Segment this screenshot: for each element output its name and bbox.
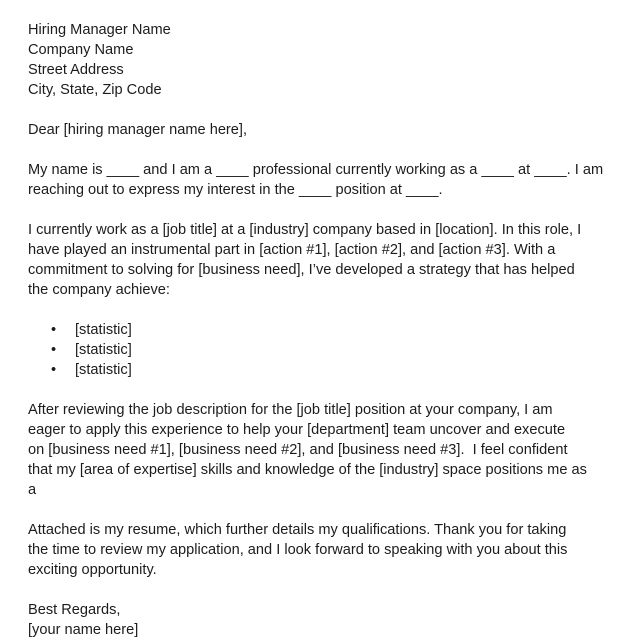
spacer — [28, 380, 613, 400]
signature-text: [your name here] — [28, 622, 139, 638]
spacer — [28, 200, 613, 220]
bullet-icon: • — [51, 362, 57, 378]
spacer — [28, 580, 613, 600]
statistic-text: [statistic] — [75, 362, 132, 378]
statistic-text: [statistic] — [75, 342, 132, 358]
experience-line-4: the company achieve: — [28, 282, 170, 298]
experience-line-2: have played an instrumental part in [action #1], [action #2], and [action #3]. With a — [28, 242, 556, 258]
address-line-hiring-manager: Hiring Manager Name — [28, 22, 171, 38]
list-item — [28, 320, 613, 340]
cover-letter — [28, 20, 613, 620]
salutation-text: Dear [hiring manager name here], — [28, 122, 248, 138]
recipient-address — [28, 20, 613, 100]
fit-line-4: that my [area of expertise] skills and knowledge of the [industry] space positions me as — [28, 462, 587, 478]
spacer — [28, 100, 613, 120]
address-line-company: Company Name — [28, 42, 134, 58]
fit-paragraph — [28, 400, 613, 500]
list-item — [28, 360, 613, 380]
sign-off — [28, 600, 613, 620]
fit-line-5: a — [28, 482, 37, 498]
statistics-list — [28, 320, 613, 380]
spacer — [28, 300, 613, 320]
list-item — [28, 340, 613, 360]
spacer — [28, 140, 613, 160]
closing-line-1: Attached is my resume, which further details my qualifications. Thank you for taking — [28, 522, 567, 538]
bullet-icon: • — [51, 342, 57, 358]
closing-text: Best Regards, — [28, 602, 121, 618]
fit-line-2: eager to apply this experience to help your [department] team uncover and execute — [28, 422, 566, 438]
experience-line-1: I currently work as a [job title] at a [industry] company based in [location]. In this role, I — [28, 222, 582, 238]
address-line-street: Street Address — [28, 62, 124, 78]
statistic-text: [statistic] — [75, 322, 132, 338]
closing-line-2: the time to review my application, and I look forward to speaking with you about this — [28, 542, 568, 558]
address-line-city: City, State, Zip Code — [28, 82, 162, 98]
experience-paragraph — [28, 220, 613, 300]
closing-line-3: exciting opportunity. — [28, 562, 157, 578]
intro-paragraph — [28, 160, 613, 200]
salutation — [28, 120, 613, 140]
fit-line-1: After reviewing the job description for the [job title] position at your company, I am — [28, 402, 553, 418]
spacer — [28, 500, 613, 520]
fit-line-3: on [business need #1], [business need #2], and [business need #3]. I feel confident — [28, 442, 568, 458]
closing-paragraph — [28, 520, 613, 580]
bullet-icon: • — [51, 322, 57, 338]
intro-line-2: reaching out to express my interest in the ____ position at ____. — [28, 182, 443, 198]
intro-line-1: My name is ____ and I am a ____ professional currently working as a ____ at ____. I am — [28, 162, 604, 178]
experience-line-3: commitment to solving for [business need], I’ve developed a strategy that has helped — [28, 262, 575, 278]
